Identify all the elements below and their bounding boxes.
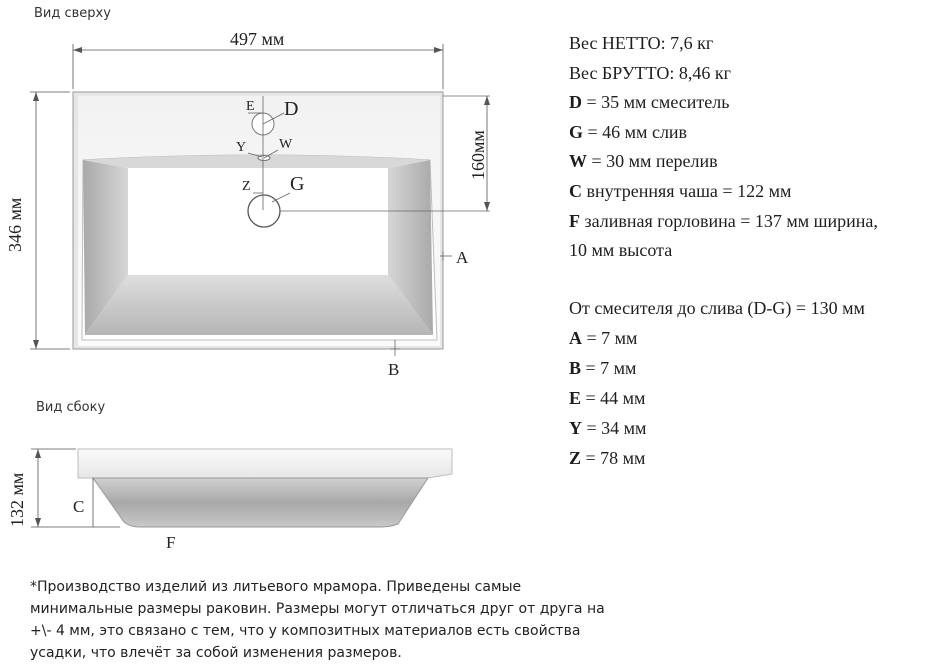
footnote-line: *Производство изделий из литьевого мрамора. Приведены самые <box>30 579 522 595</box>
bowl-front-wall <box>85 275 433 335</box>
sink-top-view <box>73 92 490 379</box>
footnote-line: усадки, что влечёт за собой изменения размеров. <box>30 645 402 661</box>
footnote-line: минимальные размеры раковин. Размеры могут отличаться друг от друга на <box>30 601 605 617</box>
spec-line: G = 46 мм слив <box>569 122 688 142</box>
spec-line: Вес БРУТТО: 8,46 кг <box>569 63 731 83</box>
spec-line: От смесителя до слива (D-G) = 130 мм <box>569 298 865 318</box>
bowl-offset-dimension <box>468 96 490 211</box>
top-view-label: Вид сверху <box>34 6 111 21</box>
marker-D: D <box>284 98 299 120</box>
bowl-offset-label: 160мм <box>468 130 488 180</box>
marker-B: B <box>388 360 400 379</box>
footnote-line: +\- 4 мм, это связано с тем, что у композитных материалов есть свойства <box>30 623 581 639</box>
spec-line: Y = 34 мм <box>569 418 647 438</box>
spec-line: C внутренняя чаша = 122 мм <box>569 181 792 201</box>
sink-side-view <box>73 449 452 552</box>
spec-line: Вес НЕТТО: 7,6 кг <box>569 33 714 53</box>
marker-C: C <box>73 497 85 516</box>
footnote <box>30 576 630 664</box>
side-rim <box>78 449 452 478</box>
width-dimension <box>73 29 443 89</box>
width-label: 497 мм <box>230 29 285 49</box>
drain-hole <box>248 195 280 227</box>
spec-line: D = 35 мм смеситель <box>569 92 730 112</box>
marker-G: G <box>290 173 305 195</box>
spec-line: A = 7 мм <box>569 328 638 348</box>
spec-line: E = 44 мм <box>569 388 646 408</box>
marker-Z: Z <box>242 179 251 194</box>
side-bowl <box>93 478 428 527</box>
height-label: 132 мм <box>7 472 27 527</box>
spec-line: B = 7 мм <box>569 358 637 378</box>
marker-Y: Y <box>236 140 247 155</box>
side-view-label: Вид сбоку <box>36 400 106 415</box>
spec-line: F заливная горловина = 137 мм ширина, <box>569 211 878 231</box>
depth-label: 346 мм <box>5 197 25 252</box>
marker-W: W <box>279 137 293 152</box>
marker-A: A <box>456 248 469 267</box>
marker-F: F <box>166 533 176 552</box>
spec-line: Z = 78 мм <box>569 448 646 468</box>
depth-dimension <box>5 92 70 349</box>
spec-line: 10 мм высота <box>569 240 673 260</box>
spec-line: W = 30 мм перелив <box>569 151 718 171</box>
marker-E: E <box>246 99 255 114</box>
